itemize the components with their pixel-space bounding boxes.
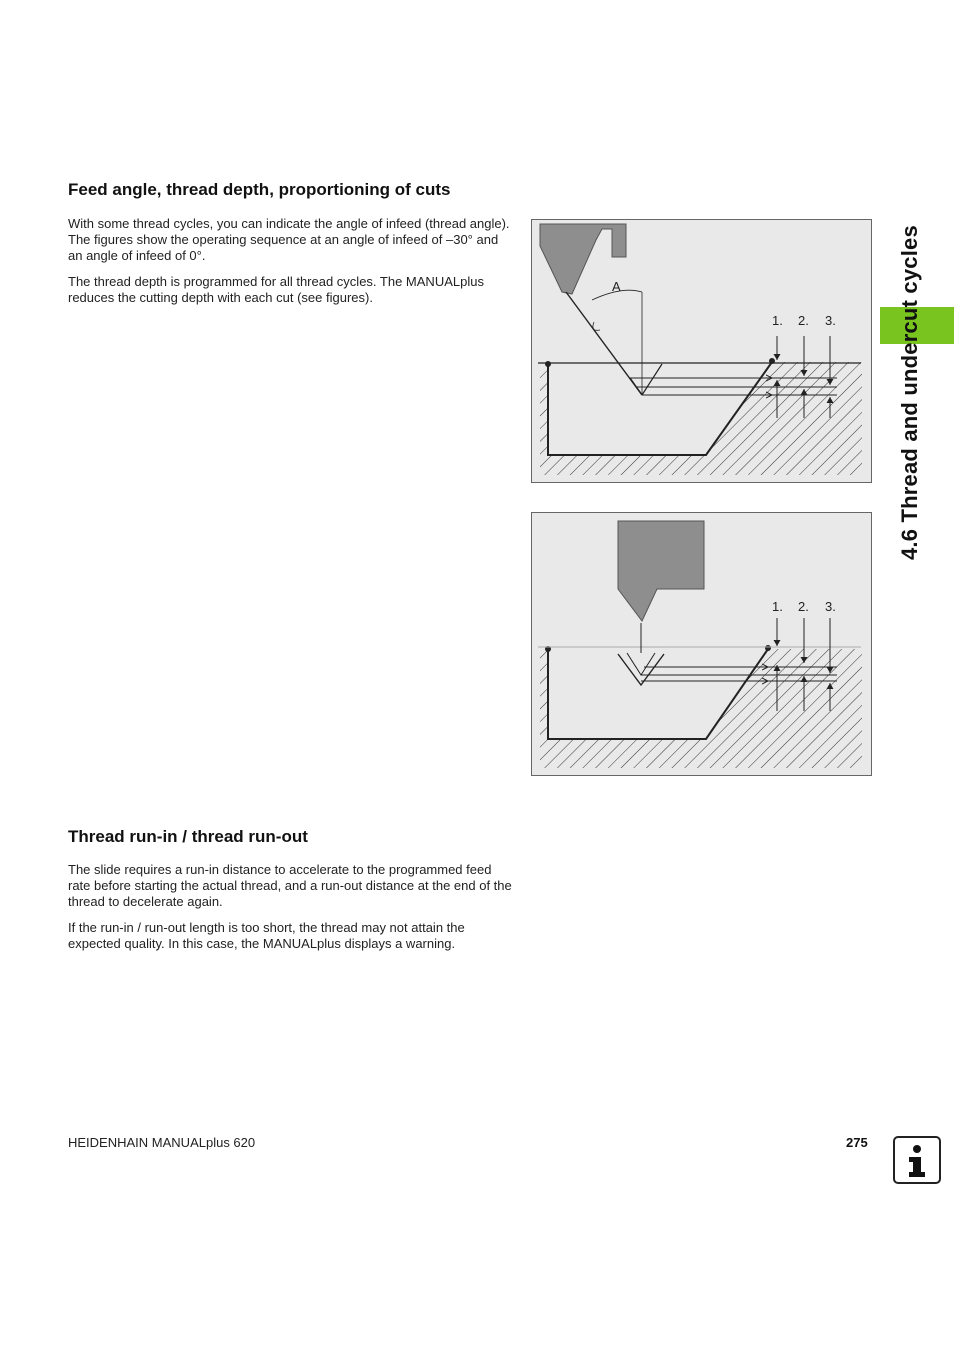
- cut-label-3: 3.: [825, 599, 836, 614]
- figure-infeed-angle-0: [531, 512, 872, 776]
- cut-label-2: 2.: [798, 313, 809, 328]
- cut-label-3: 3.: [825, 313, 836, 328]
- section-heading-run-in-run-out: Thread run-in / thread run-out: [68, 827, 308, 846]
- cut-label-2: 2.: [798, 599, 809, 614]
- cut-label-1: 1.: [772, 313, 783, 328]
- angle-label-a: A: [612, 279, 621, 294]
- cut-label-1: 1.: [772, 599, 783, 614]
- info-icon: [893, 1136, 941, 1184]
- footer-manual-name: HEIDENHAIN MANUALplus 620: [68, 1135, 256, 1150]
- feed-angle-paragraph-1: With some thread cycles, you can indicate the angle of infeed (thread angle). The figures show the operating sequence at an angle of infeed of –30° and an angle of infeed of 0°.: [68, 216, 510, 263]
- run-in-paragraph-1: The slide requires a run-in distance to accelerate to the programmed feed rate before starting the actual thread, and a run-out distance at the end of the thread to decelerate again.: [68, 862, 512, 909]
- section-heading-feed-angle: Feed angle, thread depth, proportioning of cuts: [68, 180, 451, 199]
- figure-infeed-angle-30: [531, 219, 872, 483]
- run-in-paragraph-2: If the run-in / run-out length is too short, the thread may not attain the expected quality. In this case, the MANUALplus displays a warning.: [68, 920, 465, 951]
- section-tab-title: 4.6 Thread and undercut cycles: [897, 225, 922, 560]
- page-number: 275: [846, 1135, 868, 1150]
- feed-angle-paragraph-2: The thread depth is programmed for all thread cycles. The MANUALplus reduces the cutting depth with each cut (see figures).: [68, 274, 484, 305]
